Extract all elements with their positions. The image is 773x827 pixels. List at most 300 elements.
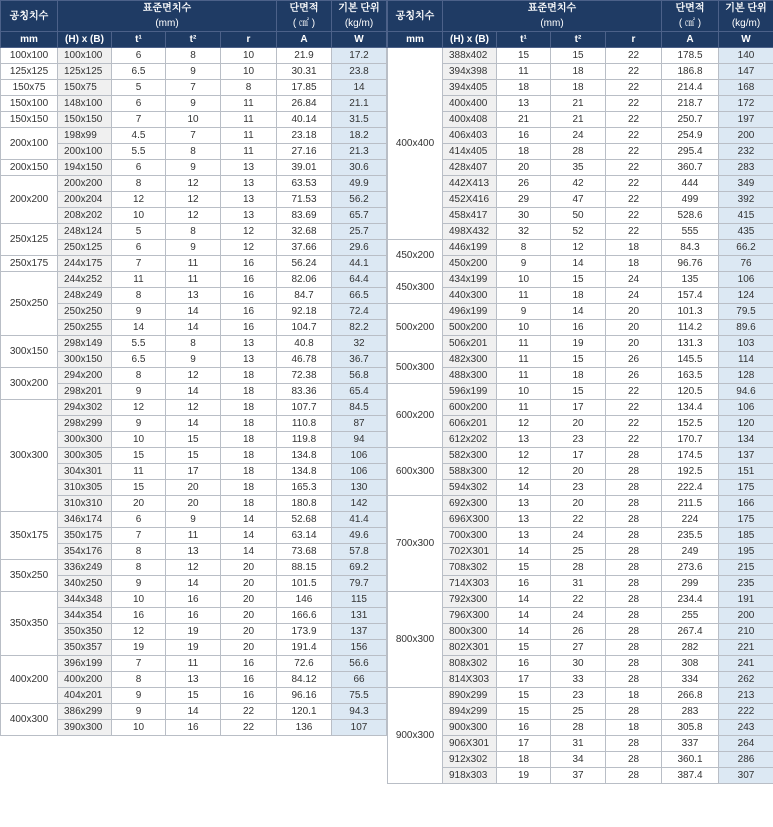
r-cell: 22 <box>606 112 662 128</box>
t2-cell: 34 <box>551 752 606 768</box>
weight-cell: 200 <box>719 128 773 144</box>
table-row <box>1 224 387 240</box>
t1-cell: 11 <box>112 464 166 480</box>
t1-cell: 10 <box>112 432 166 448</box>
size-cell: 428x407 <box>443 160 497 176</box>
nominal-size-cell: 350x250 <box>1 560 58 592</box>
r-cell: 10 <box>221 64 277 80</box>
r-cell: 28 <box>606 480 662 496</box>
t2-cell: 12 <box>551 240 606 256</box>
table-row <box>1 512 387 528</box>
size-cell: 346x174 <box>58 512 112 528</box>
t1-cell: 19 <box>497 768 551 784</box>
size-cell: 800x300 <box>443 624 497 640</box>
t1-cell: 6 <box>112 240 166 256</box>
area-cell: 165.3 <box>277 480 332 496</box>
size-cell: 796X300 <box>443 608 497 624</box>
size-cell: 606x201 <box>443 416 497 432</box>
t2-cell: 11 <box>166 656 221 672</box>
column-header: t² <box>166 32 221 48</box>
weight-cell: 49.6 <box>332 528 387 544</box>
weight-cell: 29.6 <box>332 240 387 256</box>
table-row <box>388 720 773 736</box>
weight-cell: 124 <box>719 288 773 304</box>
t1-cell: 26 <box>497 176 551 192</box>
t1-cell: 12 <box>497 448 551 464</box>
t1-cell: 8 <box>112 560 166 576</box>
r-cell: 28 <box>606 736 662 752</box>
size-cell: 148x100 <box>58 96 112 112</box>
t2-cell: 33 <box>551 672 606 688</box>
t1-cell: 14 <box>497 608 551 624</box>
size-cell: 400x408 <box>443 112 497 128</box>
size-cell: 390x300 <box>58 720 112 736</box>
nominal-size-cell: 350x350 <box>1 592 58 656</box>
nominal-size-cell: 250x250 <box>1 272 58 336</box>
size-cell: 906X301 <box>443 736 497 752</box>
area-cell: 131.3 <box>662 336 719 352</box>
t1-cell: 10 <box>112 208 166 224</box>
t2-cell: 20 <box>551 416 606 432</box>
weight-cell: 56.8 <box>332 368 387 384</box>
area-cell: 101.5 <box>277 576 332 592</box>
area-cell: 17.85 <box>277 80 332 96</box>
size-cell: 458x417 <box>443 208 497 224</box>
size-cell: 808x302 <box>443 656 497 672</box>
table-row <box>388 240 773 256</box>
t2-cell: 27 <box>551 640 606 656</box>
area-unit: ( ㎠ ) <box>662 16 719 32</box>
r-cell: 13 <box>221 192 277 208</box>
t1-cell: 18 <box>497 144 551 160</box>
size-cell: 396x199 <box>58 656 112 672</box>
r-cell: 18 <box>221 448 277 464</box>
table-row <box>388 704 773 720</box>
nominal-size-cell: 300x300 <box>1 400 58 512</box>
t1-cell: 16 <box>497 576 551 592</box>
unit-weight-unit: (kg/m) <box>332 16 387 32</box>
weight-cell: 106 <box>719 400 773 416</box>
table-row <box>388 192 773 208</box>
size-cell: 714X303 <box>443 576 497 592</box>
weight-cell: 191 <box>719 592 773 608</box>
weight-cell: 243 <box>719 720 773 736</box>
t1-cell: 9 <box>112 704 166 720</box>
size-cell: 700x300 <box>443 528 497 544</box>
size-cell: 198x99 <box>58 128 112 144</box>
r-cell: 24 <box>606 288 662 304</box>
weight-cell: 31.5 <box>332 112 387 128</box>
weight-cell: 156 <box>332 640 387 656</box>
column-header: (H) x (B) <box>58 32 112 48</box>
size-cell: 488x300 <box>443 368 497 384</box>
weight-cell: 72.4 <box>332 304 387 320</box>
weight-cell: 64.4 <box>332 272 387 288</box>
area-cell: 282 <box>662 640 719 656</box>
r-cell: 18 <box>606 240 662 256</box>
t2-cell: 11 <box>166 272 221 288</box>
weight-cell: 66.5 <box>332 288 387 304</box>
weight-cell: 66 <box>332 672 387 688</box>
table-row <box>1 352 387 368</box>
t1-cell: 32 <box>497 224 551 240</box>
t2-cell: 7 <box>166 128 221 144</box>
table-row <box>388 272 773 288</box>
area-cell: 163.5 <box>662 368 719 384</box>
area-cell: 235.5 <box>662 528 719 544</box>
t2-cell: 14 <box>166 416 221 432</box>
area-cell: 107.7 <box>277 400 332 416</box>
size-cell: 354x176 <box>58 544 112 560</box>
size-cell: 250x250 <box>58 304 112 320</box>
r-cell: 28 <box>606 624 662 640</box>
table-row <box>388 768 773 784</box>
table-row <box>1 608 387 624</box>
table-row <box>1 192 387 208</box>
t1-cell: 8 <box>497 240 551 256</box>
area-cell: 174.5 <box>662 448 719 464</box>
table-row <box>388 576 773 592</box>
table-row <box>1 128 387 144</box>
standard-size-unit: (mm) <box>443 16 662 32</box>
area-cell: 110.8 <box>277 416 332 432</box>
size-cell: 298x149 <box>58 336 112 352</box>
size-cell: 702X301 <box>443 544 497 560</box>
t1-cell: 8 <box>112 288 166 304</box>
nominal-size-header: 공칭치수 <box>388 1 443 32</box>
table-row <box>388 336 773 352</box>
table-row <box>1 704 387 720</box>
t1-cell: 11 <box>497 400 551 416</box>
table-row <box>388 544 773 560</box>
r-cell: 28 <box>606 704 662 720</box>
t1-cell: 13 <box>497 96 551 112</box>
t1-cell: 13 <box>497 528 551 544</box>
t2-cell: 18 <box>551 368 606 384</box>
table-row <box>1 656 387 672</box>
size-cell: 400x200 <box>58 672 112 688</box>
r-cell: 28 <box>606 496 662 512</box>
t1-cell: 9 <box>112 384 166 400</box>
table-row <box>1 432 387 448</box>
table-row <box>388 432 773 448</box>
area-cell: 250.7 <box>662 112 719 128</box>
weight-cell: 23.8 <box>332 64 387 80</box>
table-row <box>1 720 387 736</box>
t1-cell: 11 <box>497 352 551 368</box>
weight-cell: 222 <box>719 704 773 720</box>
t2-cell: 16 <box>166 592 221 608</box>
t1-cell: 8 <box>112 544 166 560</box>
r-cell: 28 <box>606 608 662 624</box>
area-cell: 46.78 <box>277 352 332 368</box>
t1-cell: 6 <box>112 512 166 528</box>
t1-cell: 20 <box>497 160 551 176</box>
table-row <box>1 272 387 288</box>
t2-cell: 28 <box>551 720 606 736</box>
t2-cell: 24 <box>551 528 606 544</box>
t2-cell: 8 <box>166 48 221 64</box>
area-cell: 192.5 <box>662 464 719 480</box>
table-row <box>1 560 387 576</box>
t2-cell: 24 <box>551 128 606 144</box>
t2-cell: 23 <box>551 432 606 448</box>
t2-cell: 14 <box>551 256 606 272</box>
size-cell: 406x403 <box>443 128 497 144</box>
size-cell: 200x200 <box>58 176 112 192</box>
t1-cell: 7 <box>112 528 166 544</box>
t2-cell: 42 <box>551 176 606 192</box>
t2-cell: 14 <box>551 304 606 320</box>
t1-cell: 15 <box>497 688 551 704</box>
table-row <box>1 64 387 80</box>
r-cell: 16 <box>221 256 277 272</box>
size-cell: 594x302 <box>443 480 497 496</box>
t1-cell: 17 <box>497 672 551 688</box>
nominal-size-cell: 100x100 <box>1 48 58 64</box>
r-cell: 26 <box>606 368 662 384</box>
t1-cell: 6 <box>112 160 166 176</box>
t2-cell: 7 <box>166 80 221 96</box>
size-cell: 388x402 <box>443 48 497 64</box>
column-header: t² <box>551 32 606 48</box>
r-cell: 11 <box>221 128 277 144</box>
size-cell: 414x405 <box>443 144 497 160</box>
table-row <box>388 320 773 336</box>
standard-size-header: 표준면치수 <box>443 1 662 17</box>
t1-cell: 7 <box>112 656 166 672</box>
weight-cell: 106 <box>719 272 773 288</box>
column-header: t¹ <box>112 32 166 48</box>
area-cell: 267.4 <box>662 624 719 640</box>
weight-cell: 264 <box>719 736 773 752</box>
area-cell: 134.8 <box>277 464 332 480</box>
t2-cell: 31 <box>551 736 606 752</box>
t2-cell: 20 <box>166 480 221 496</box>
t2-cell: 20 <box>551 496 606 512</box>
t2-cell: 10 <box>166 112 221 128</box>
t1-cell: 6.5 <box>112 352 166 368</box>
area-cell: 114.2 <box>662 320 719 336</box>
r-cell: 22 <box>606 416 662 432</box>
unit-weight-header: 기본 단위 <box>719 1 773 17</box>
column-header: W <box>719 32 773 48</box>
nominal-size-cell: 125x125 <box>1 64 58 80</box>
area-cell: 120.1 <box>277 704 332 720</box>
weight-cell: 30.6 <box>332 160 387 176</box>
t2-cell: 9 <box>166 352 221 368</box>
area-cell: 71.53 <box>277 192 332 208</box>
t2-cell: 23 <box>551 480 606 496</box>
size-cell: 506x201 <box>443 336 497 352</box>
table-row <box>1 544 387 560</box>
r-cell: 28 <box>606 656 662 672</box>
weight-cell: 114 <box>719 352 773 368</box>
r-cell: 28 <box>606 592 662 608</box>
t2-cell: 22 <box>551 512 606 528</box>
size-cell: 248x249 <box>58 288 112 304</box>
size-cell: 442X413 <box>443 176 497 192</box>
r-cell: 28 <box>606 448 662 464</box>
weight-cell: 49.9 <box>332 176 387 192</box>
column-header: t¹ <box>497 32 551 48</box>
size-cell: 386x299 <box>58 704 112 720</box>
table-row <box>388 384 773 400</box>
t1-cell: 5.5 <box>112 336 166 352</box>
weight-cell: 106 <box>332 464 387 480</box>
size-cell: 394x398 <box>443 64 497 80</box>
r-cell: 22 <box>606 224 662 240</box>
area-cell: 82.06 <box>277 272 332 288</box>
size-cell: 150x75 <box>58 80 112 96</box>
weight-cell: 175 <box>719 480 773 496</box>
t2-cell: 13 <box>166 544 221 560</box>
t2-cell: 37 <box>551 768 606 784</box>
r-cell: 13 <box>221 208 277 224</box>
area-cell: 134.8 <box>277 448 332 464</box>
size-cell: 498X432 <box>443 224 497 240</box>
r-cell: 28 <box>606 560 662 576</box>
r-cell: 16 <box>221 304 277 320</box>
t1-cell: 20 <box>112 496 166 512</box>
t1-cell: 29 <box>497 192 551 208</box>
size-cell: 692x300 <box>443 496 497 512</box>
t1-cell: 9 <box>112 576 166 592</box>
weight-cell: 235 <box>719 576 773 592</box>
t1-cell: 21 <box>497 112 551 128</box>
weight-cell: 41.4 <box>332 512 387 528</box>
r-cell: 20 <box>606 320 662 336</box>
r-cell: 8 <box>221 80 277 96</box>
table-row <box>1 624 387 640</box>
table-row <box>1 576 387 592</box>
t2-cell: 19 <box>551 336 606 352</box>
area-cell: 119.8 <box>277 432 332 448</box>
t2-cell: 14 <box>166 384 221 400</box>
r-cell: 22 <box>606 208 662 224</box>
table-row <box>388 128 773 144</box>
area-cell: 63.53 <box>277 176 332 192</box>
t2-cell: 25 <box>551 704 606 720</box>
table-row <box>388 480 773 496</box>
r-cell: 14 <box>221 544 277 560</box>
size-cell: 814X303 <box>443 672 497 688</box>
t2-cell: 12 <box>166 560 221 576</box>
standard-size-header: 표준면치수 <box>58 1 277 17</box>
t1-cell: 10 <box>112 592 166 608</box>
area-cell: 186.8 <box>662 64 719 80</box>
weight-cell: 134 <box>719 432 773 448</box>
nominal-size-cell: 300x150 <box>1 336 58 368</box>
t1-cell: 15 <box>112 448 166 464</box>
r-cell: 16 <box>221 672 277 688</box>
column-header: r <box>221 32 277 48</box>
table-row <box>388 592 773 608</box>
t2-cell: 13 <box>166 672 221 688</box>
size-cell: 310x305 <box>58 480 112 496</box>
table-row <box>388 752 773 768</box>
column-header: (H) x (B) <box>443 32 497 48</box>
size-cell: 336x249 <box>58 560 112 576</box>
weight-cell: 115 <box>332 592 387 608</box>
t2-cell: 14 <box>166 304 221 320</box>
t1-cell: 10 <box>497 384 551 400</box>
nominal-size-cell: 200x200 <box>1 176 58 224</box>
size-cell: 500x200 <box>443 320 497 336</box>
weight-cell: 140 <box>719 48 773 64</box>
size-cell: 294x302 <box>58 400 112 416</box>
t2-cell: 16 <box>551 320 606 336</box>
r-cell: 22 <box>221 720 277 736</box>
size-cell: 792x300 <box>443 592 497 608</box>
t1-cell: 19 <box>112 640 166 656</box>
t1-cell: 15 <box>497 704 551 720</box>
standard-size-unit: (mm) <box>58 16 277 32</box>
r-cell: 22 <box>606 384 662 400</box>
column-header: mm <box>1 32 58 48</box>
area-cell: 444 <box>662 176 719 192</box>
size-cell: 298x201 <box>58 384 112 400</box>
weight-cell: 213 <box>719 688 773 704</box>
weight-cell: 232 <box>719 144 773 160</box>
weight-cell: 195 <box>719 544 773 560</box>
nominal-size-cell: 150x100 <box>1 96 58 112</box>
nominal-size-cell: 250x175 <box>1 256 58 272</box>
table-row <box>1 144 387 160</box>
r-cell: 20 <box>221 576 277 592</box>
t1-cell: 9 <box>497 256 551 272</box>
r-cell: 13 <box>221 160 277 176</box>
nominal-size-cell: 250x125 <box>1 224 58 256</box>
area-cell: 23.18 <box>277 128 332 144</box>
table-row <box>1 240 387 256</box>
weight-cell: 210 <box>719 624 773 640</box>
t1-cell: 14 <box>497 624 551 640</box>
r-cell: 24 <box>606 272 662 288</box>
t2-cell: 35 <box>551 160 606 176</box>
r-cell: 12 <box>221 240 277 256</box>
area-cell: 63.14 <box>277 528 332 544</box>
t2-cell: 22 <box>551 592 606 608</box>
table-row <box>1 400 387 416</box>
nominal-size-cell: 900x300 <box>388 688 443 784</box>
t2-cell: 15 <box>551 48 606 64</box>
column-header-row <box>388 32 773 48</box>
area-cell: 27.16 <box>277 144 332 160</box>
t2-cell: 19 <box>166 624 221 640</box>
t2-cell: 15 <box>166 432 221 448</box>
nominal-size-cell: 450x300 <box>388 272 443 304</box>
size-cell: 194x150 <box>58 160 112 176</box>
column-header: A <box>662 32 719 48</box>
t2-cell: 9 <box>166 512 221 528</box>
area-cell: 337 <box>662 736 719 752</box>
t1-cell: 8 <box>112 368 166 384</box>
weight-cell: 107 <box>332 720 387 736</box>
size-cell: 446x199 <box>443 240 497 256</box>
r-cell: 18 <box>606 256 662 272</box>
area-cell: 146 <box>277 592 332 608</box>
r-cell: 16 <box>221 320 277 336</box>
t1-cell: 4.5 <box>112 128 166 144</box>
weight-cell: 56.2 <box>332 192 387 208</box>
table-row <box>388 48 773 64</box>
table-row <box>388 496 773 512</box>
area-cell: 30.31 <box>277 64 332 80</box>
area-cell: 84.12 <box>277 672 332 688</box>
t1-cell: 10 <box>497 320 551 336</box>
r-cell: 28 <box>606 576 662 592</box>
